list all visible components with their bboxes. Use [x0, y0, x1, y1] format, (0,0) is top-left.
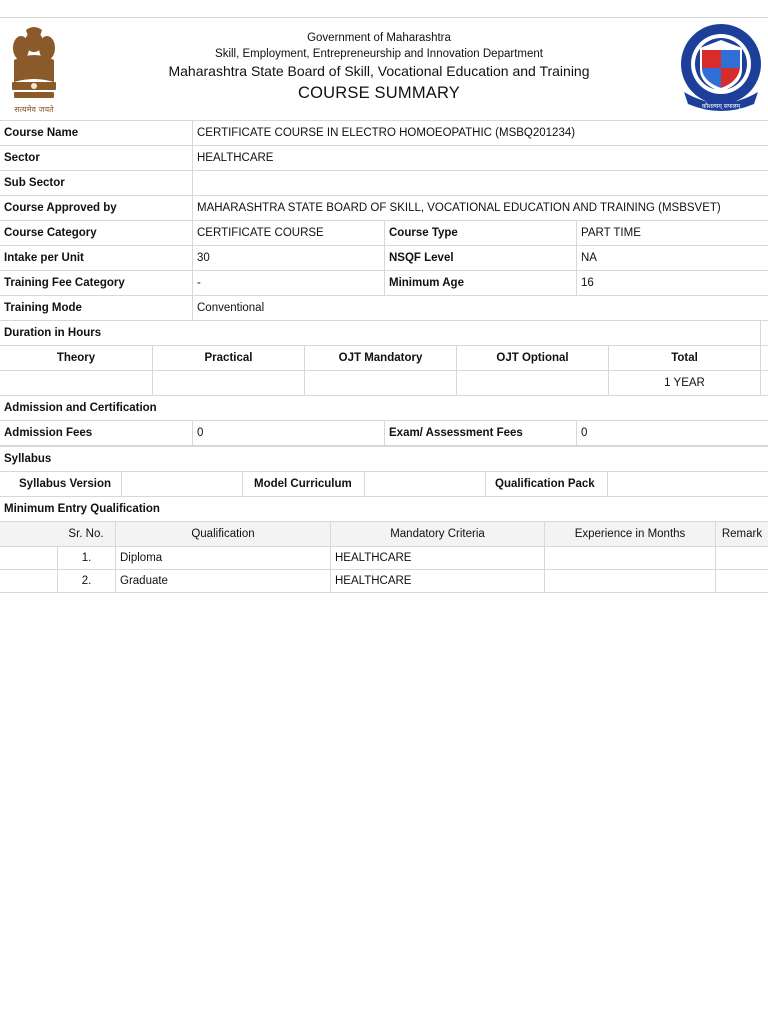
sector-label: Sector	[4, 152, 40, 164]
board-line: Maharashtra State Board of Skill, Vocational Education and Training	[168, 63, 590, 79]
syllabus-heading-row	[0, 447, 768, 472]
course-name-row	[0, 121, 768, 146]
table-row	[0, 570, 768, 593]
exam-fees-label: Exam/ Assessment Fees	[384, 421, 576, 445]
exam-fees-value: 0	[576, 421, 768, 445]
entry-row-sr: 2.	[57, 570, 115, 592]
course-name-value: CERTIFICATE COURSE IN ELECTRO HOMOEOPATHIC (MSBQ201234)	[192, 121, 768, 145]
duration-values-row	[0, 371, 768, 396]
duration-col-ojt-optional: OJT Optional	[456, 346, 608, 370]
training-fee-value: -	[192, 271, 384, 295]
admission-heading: Admission and Certification	[4, 402, 157, 414]
course-category-label: Course Category	[4, 227, 97, 239]
entry-row-sr: 1.	[57, 547, 115, 569]
entry-row-qualification: Graduate	[115, 570, 330, 592]
entry-col-experience: Experience in Months	[544, 522, 715, 546]
admission-heading-row	[0, 396, 768, 421]
entry-col-remark: Remark	[715, 522, 768, 546]
entry-heading-row	[0, 497, 768, 522]
approved-by-label: Course Approved by	[4, 202, 117, 214]
duration-total-value: 1 YEAR	[608, 371, 760, 395]
training-mode-value: Conventional	[192, 296, 768, 320]
msbsvet-logo-icon	[676, 22, 766, 116]
duration-value-spacer	[760, 371, 768, 395]
header-text-block	[100, 30, 658, 105]
duration-col-practical: Practical	[152, 346, 304, 370]
entry-row-remark	[715, 547, 768, 569]
duration-heading-row	[0, 321, 768, 346]
duration-theory-value	[0, 371, 152, 395]
minimum-age-value: 16	[576, 271, 768, 295]
duration-practical-value	[152, 371, 304, 395]
government-line: Government of Maharashtra	[307, 32, 451, 44]
duration-ojt-mandatory-value	[304, 371, 456, 395]
entry-col-sr-no: Sr. No.	[68, 528, 104, 540]
document-header	[0, 17, 768, 121]
department-line: Skill, Employment, Entrepreneurship and Innovation Department	[215, 48, 543, 60]
duration-ojt-optional-value	[456, 371, 608, 395]
entry-col-qualification: Qualification	[115, 522, 330, 546]
nsqf-value: NA	[576, 246, 768, 270]
entry-row-criteria: HEALTHCARE	[330, 547, 544, 569]
sub-sector-label: Sub Sector	[4, 177, 65, 189]
duration-col-theory: Theory	[56, 352, 96, 364]
fee-age-row	[0, 271, 768, 296]
course-name-label: Course Name	[4, 127, 79, 139]
entry-row-remark	[715, 570, 768, 592]
sector-value: HEALTHCARE	[192, 146, 768, 170]
sub-sector-value	[192, 171, 768, 195]
entry-row-criteria: HEALTHCARE	[330, 570, 544, 592]
entry-row-qualification: Diploma	[115, 547, 330, 569]
nsqf-label: NSQF Level	[384, 246, 576, 270]
qualification-pack-value	[607, 472, 768, 496]
admission-fees-value: 0	[192, 421, 384, 445]
syllabus-details-row	[0, 472, 768, 497]
model-curriculum-value	[364, 472, 485, 496]
minimum-age-label: Minimum Age	[384, 271, 576, 295]
entry-col-mandatory-criteria: Mandatory Criteria	[330, 522, 544, 546]
table-row	[0, 547, 768, 570]
entry-col-spacer	[0, 522, 57, 546]
syllabus-version-value	[121, 472, 242, 496]
entry-row-spacer	[0, 547, 57, 569]
duration-col-spacer	[760, 346, 768, 370]
duration-col-total: Total	[608, 346, 760, 370]
logo-motto: कौशल्यम् सफलम्	[701, 103, 741, 110]
approved-by-row	[0, 196, 768, 221]
category-row	[0, 221, 768, 246]
intake-row	[0, 246, 768, 271]
duration-heading: Duration in Hours	[4, 327, 102, 339]
entry-row-experience	[544, 547, 715, 569]
admission-fees-row	[0, 421, 768, 447]
course-type-value: PART TIME	[576, 221, 768, 245]
entry-heading: Minimum Entry Qualification	[4, 503, 160, 515]
approved-by-value: MAHARASHTRA STATE BOARD OF SKILL, VOCATIONAL EDUCATION AND TRAINING (MSBSVET)	[192, 196, 768, 220]
course-type-label: Course Type	[384, 221, 576, 245]
intake-label: Intake per Unit	[4, 252, 84, 264]
intake-value: 30	[192, 246, 384, 270]
sub-sector-row	[0, 171, 768, 196]
training-mode-label: Training Mode	[4, 302, 82, 314]
training-fee-label: Training Fee Category	[4, 277, 125, 289]
sector-row	[0, 146, 768, 171]
syllabus-version-label: Syllabus Version	[19, 478, 112, 490]
training-mode-row	[0, 296, 768, 321]
page-title: COURSE SUMMARY	[297, 84, 460, 102]
admission-fees-label: Admission Fees	[4, 427, 93, 439]
course-summary-page	[0, 17, 768, 593]
entry-columns-row	[0, 522, 768, 547]
model-curriculum-label: Model Curriculum	[242, 472, 364, 496]
qualification-pack-label: Qualification Pack	[485, 472, 607, 496]
entry-row-experience	[544, 570, 715, 592]
ashoka-emblem-icon	[4, 20, 64, 118]
syllabus-heading: Syllabus	[4, 453, 52, 465]
duration-col-ojt-mandatory: OJT Mandatory	[304, 346, 456, 370]
emblem-caption: सत्यमेव जयते	[14, 105, 54, 114]
duration-columns-row	[0, 346, 768, 371]
course-category-value: CERTIFICATE COURSE	[192, 221, 384, 245]
duration-heading-spacer	[760, 321, 768, 345]
entry-row-spacer	[0, 570, 57, 592]
